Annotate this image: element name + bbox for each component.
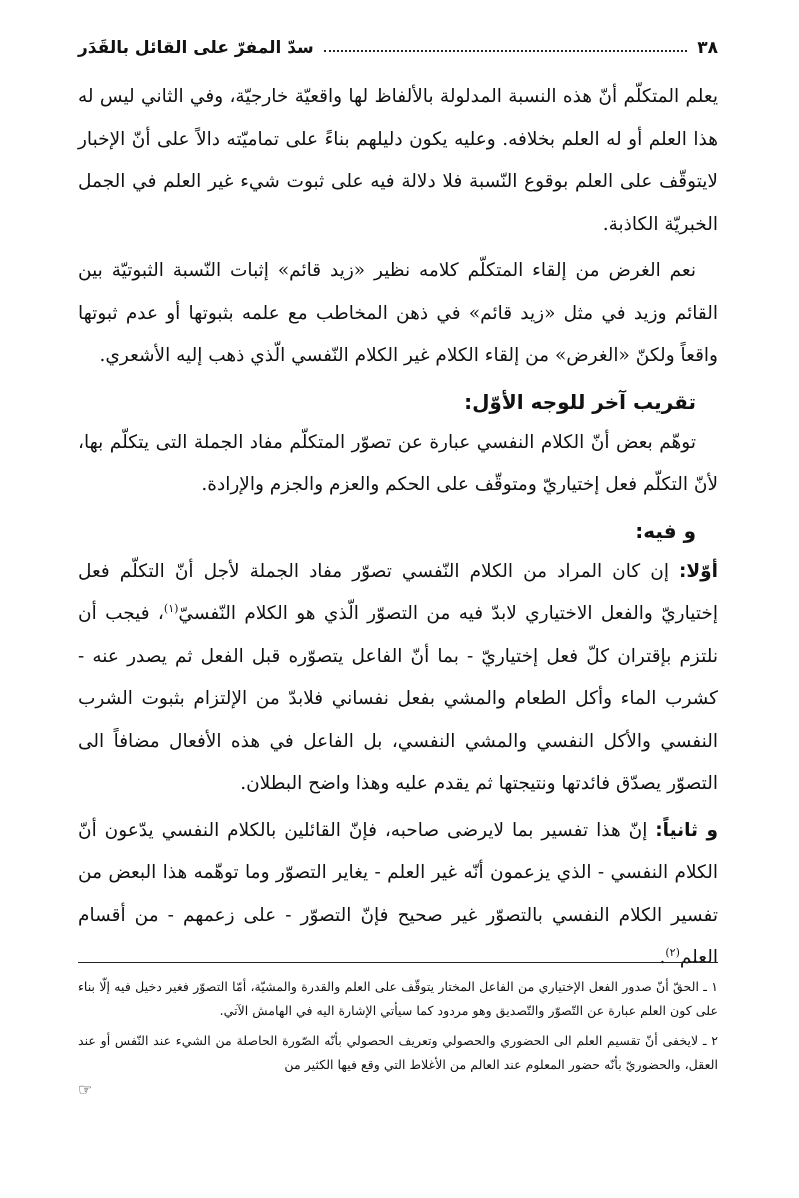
footnote-ref-2[interactable]: (٢) — [665, 945, 680, 959]
paragraph-second-point — [78, 810, 718, 980]
footnote-rule — [78, 962, 718, 963]
first-point-text-b: ، فيجب أن نلتزم بإقتران كلّ فعل إختياريّ - بما أنّ الفاعل يتصوّره قبل الفعل ثم يصدر عنه - كشرب الماء وأكل الطعام والمشي بفعل نفساني فلابدّ من الإلتزام بثبوت الشرب النفسي والأكل النفسي والمشي النفسي، بل الفاعل في هذه الأفعال مضافاً الى التصوّر يصدّق فائدتها ونتيجتها ثم يقدم عليه وهذا واضح البطلان. — [78, 603, 718, 794]
continuation-pointer-icon: ☞ — [78, 1080, 93, 1099]
paragraph-2: نعم الغرض من إلقاء المتكلّم كلامه نظير «زيد قائم» إثبات النّسبة الثبوتيّة بين القائم وزيد في مثل «زيد قائم» في ذهن المخاطب مع علمه بثبوتها أو عدم ثبوتها واقعاً ولكنّ «الغرض» من إلقاء الكلام غير الكلام النّفسي الّذي ذهب إليه الأشعري. — [78, 260, 718, 366]
paragraph-1: يعلم المتكلّم أنّ هذه النسبة المدلولة بالألفاظ لها واقعيّة خارجيّة، وفي الثاني ليس له هذا العلم أو له العلم بخلافه. وعليه يكون دليلهم بناءً على تماميّته دالاً على أنّ الإخبار لايتوقّف على العلم بوقوع النّسبة فلا دلالة فيه على ثبوت شيء غير العلم في الجمل الخبريّة الكاذبة. — [78, 86, 718, 235]
running-title: سدّ المفرّ على القائل بالقَدَر — [78, 38, 314, 58]
wafihi-heading: و فيه: — [635, 518, 696, 543]
footnote-ref-1[interactable]: (١) — [163, 601, 179, 615]
footnote-2: ٢ ـ لايخفى أنّ تقسيم العلم الى الحضوري والحصولي وتعريف الحصولي بأنّه الصّورة الحاصلة من الشيء عند النّفس أو عند العقل، والحضوريّ بأنّه حضور المعلوم عند العالم من الأغلاط التي وقع فيها الكثير من — [78, 1033, 718, 1072]
footnotes — [78, 962, 718, 1099]
page-body — [78, 28, 718, 984]
paragraph-3: توهّم بعض أنّ الكلام النفسي عبارة عن تصوّر المتكلّم مفاد الجملة التى يتكلّم بها، لأنّ التكلّم فعل إختياريّ ومتوقّف على الحكم والعزم والجزم والإرادة. — [78, 431, 718, 495]
second-point-end: . — [659, 947, 666, 968]
second-point-label: و ثانياً: — [655, 819, 718, 841]
section-heading: تقريب آخر للوجه الأوّل: — [464, 389, 696, 414]
footnote-1: ١ ـ الحقّ أنّ صدور الفعل الإختياري من الفاعل المختار يتوقّف على العلم والقدرة والمشيّة، أمّا التصوّر فغير دخيل فيه إلّا بناء على كون العلم عبارة عن التّصوّر والتّصديق وهو مردود كما سيأتي الإشارة اليه في الهامش الآتي. — [78, 979, 718, 1018]
running-head — [78, 28, 718, 58]
page-number: ٣٨ — [697, 38, 718, 58]
first-point-label: أوّلا: — [678, 560, 718, 582]
first-point-text-a: إن كان المراد من الكلام النّفسي تصوّر مفاد الجملة لأجل أنّ التكلّم فعل إختياريّ والفعل الاختياري لابدّ فيه من التصوّر الّذي هو الكلام النّفسيّ — [78, 560, 718, 624]
dotted-leader — [324, 50, 687, 52]
second-point-text: إنّ هذا تفسير بما لايرضى صاحبه، فإنّ القائلين بالكلام النفسي يدّعون أنّ الكلام النفسي - الذي يزعمون أنّه غير العلم - يغاير التصوّر وما توهّمه هذا البعض من تفسير الكلام النفسي بالتصوّر غير صحيح فإنّ التصوّر - على زعمهم - من أقسام العلم — [78, 819, 718, 968]
paragraph-first-point — [78, 551, 718, 806]
